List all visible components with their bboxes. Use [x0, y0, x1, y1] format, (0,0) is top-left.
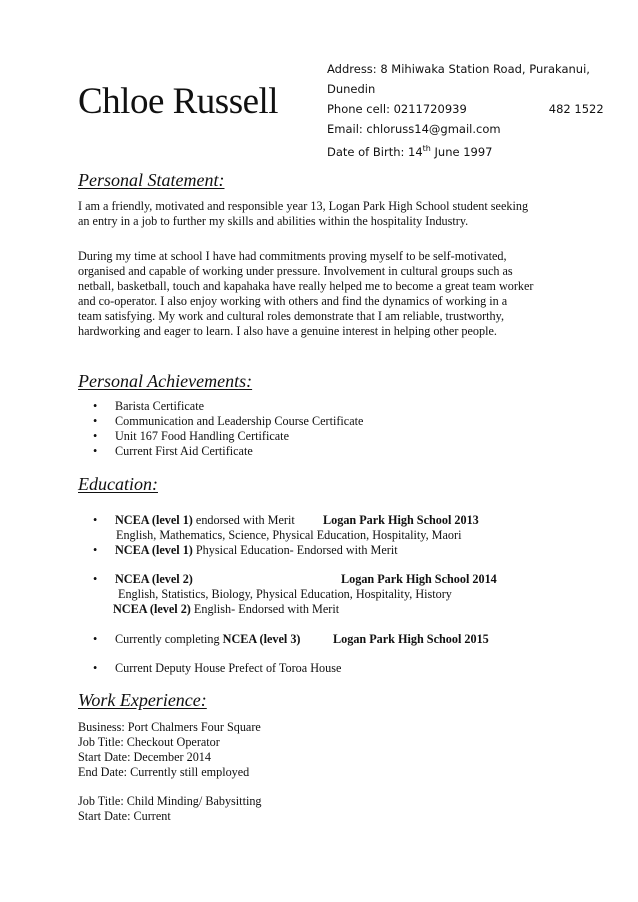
candidate-name: Chloe Russell: [78, 81, 279, 122]
education-item-1: • NCEA (level 1) endorsed with Merit: [93, 513, 295, 527]
statement-line: organised and capable of working under pressure. Involvement in cultural groups such as: [78, 264, 513, 278]
email-line: Email: chloruss14@gmail.com: [327, 122, 501, 136]
work-experience-heading: Work Experience:: [78, 690, 207, 710]
education-subjects-1: English, Mathematics, Science, Physical Education, Hospitality, Maori: [116, 528, 462, 542]
education-item-4: • Currently completing NCEA (level 3): [93, 632, 301, 646]
statement-line: netball, basketball, touch and kapahaka have really helped me to become a great team worker: [78, 279, 534, 293]
education-item-2: • NCEA (level 1) Physical Education- Endorsed with Merit: [93, 543, 398, 557]
dob-prefix: Date of Birth: 14: [327, 144, 423, 159]
education-item-5: • Current Deputy House Prefect of Toroa House: [93, 661, 342, 675]
work-line: Job Title: Checkout Operator: [78, 735, 220, 749]
work-line: Job Title: Child Minding/ Babysitting: [78, 794, 262, 808]
statement-line: an entry in a job to further my skills and abilities within the hospitality Industry.: [78, 214, 469, 228]
list-item: • Communication and Leadership Course Certificate: [93, 414, 364, 428]
statement-line: I am a friendly, motivated and responsible year 13, Logan Park High School student seeking: [78, 199, 529, 213]
contact-block: [327, 59, 604, 162]
work-line: Business: Port Chalmers Four Square: [78, 720, 261, 734]
statement-line: During my time at school I have had commitments proving myself to be self-motivated,: [78, 249, 507, 263]
work-line: Start Date: Current: [78, 809, 171, 823]
education-school-3: Logan Park High School 2014: [341, 572, 497, 586]
statement-line: team satisfying. My work and cultural roles demonstrate that I am reliable, trustworthy,: [78, 309, 504, 323]
list-item: • Current First Aid Certificate: [93, 444, 253, 458]
dob-suffix: June 1997: [430, 144, 493, 159]
dob-superscript: th: [422, 144, 431, 153]
statement-line: hardworking and eager to learn. I also have a genuine interest in helping other people.: [78, 324, 497, 338]
list-item: • Barista Certificate: [93, 399, 204, 413]
personal-statement-heading: Personal Statement:: [78, 170, 225, 190]
phone-cell: Phone cell: 0211720939: [327, 102, 467, 116]
education-item-3: • NCEA (level 2): [93, 572, 193, 586]
list-item: • Unit 167 Food Handling Certificate: [93, 429, 289, 443]
education-school-4: Logan Park High School 2015: [333, 632, 489, 646]
statement-paragraph-1: [78, 199, 558, 229]
education-subjects-3: English, Statistics, Biology, Physical Education, Hospitality, History: [118, 587, 452, 601]
statement-line: and co-operator. I also enjoy working with others and find the dynamics of working in a: [78, 294, 508, 308]
dob-line: [327, 139, 597, 162]
education-heading: Education:: [78, 474, 158, 494]
achievements-heading: Personal Achievements:: [78, 371, 253, 391]
phone-home: 482 1522: [548, 102, 604, 116]
address-line: Address: 8 Mihiwaka Station Road, Purakanui,: [327, 62, 590, 76]
work-line: Start Date: December 2014: [78, 750, 211, 764]
phone-line: [327, 99, 604, 119]
statement-paragraph-2: [78, 249, 558, 339]
education-school-1: Logan Park High School 2013: [323, 513, 479, 527]
education-subjects-3b: NCEA (level 2) English- Endorsed with Merit: [113, 602, 340, 616]
work-line: End Date: Currently still employed: [78, 765, 250, 779]
address-city: Dunedin: [327, 82, 376, 96]
